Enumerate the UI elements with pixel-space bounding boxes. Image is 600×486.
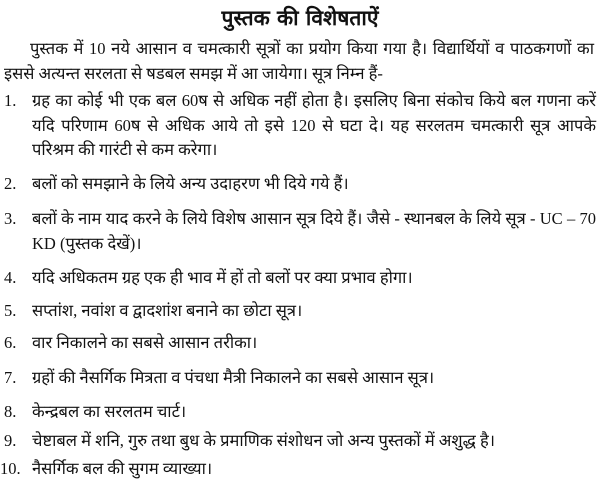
item-number: 9. [4, 431, 17, 450]
item-number: 6. [4, 333, 17, 352]
item-text: सप्तांश, नवांश व द्वादशांश बनाने का छोटा सूत्र। [32, 301, 303, 320]
item-text: चेष्टाबल में शनि, गुरु तथा बुध के प्रमाणिक संशोधन जो अन्य पुस्तकों में अशुद्ध है। [32, 431, 495, 450]
item-number: 4. [4, 268, 17, 287]
item-number: 8. [4, 402, 17, 421]
list-item [0, 400, 596, 425]
item-number: 2. [4, 174, 17, 193]
list-item [0, 366, 596, 391]
item-text: वार निकालने का सबसे आसान तरीका। [32, 333, 258, 352]
list-item [0, 457, 596, 482]
item-text: ग्रहों की नैसर्गिक मित्रता व पंचधा मैत्री निकालने का सबसे आसान सूत्र। [32, 368, 435, 387]
list-item [0, 89, 596, 163]
item-text: बलों को समझाने के लिये अन्य उदाहरण भी दिये गये हैं। [32, 174, 349, 193]
list-item [0, 429, 596, 454]
intro-paragraph: पुस्तक में 10 नये आसान व चमत्कारी सूत्रों का प्रयोग किया गया है। विद्यार्थियों व पाठकगणों का इससे अत्यन्त सरलता से षडबल समझ में आ जायेगा। सूत्र निम्न हैं- [4, 39, 594, 83]
list-item [0, 172, 596, 197]
list-item [0, 207, 596, 256]
list-item [0, 299, 596, 324]
item-text: बलों के नाम याद करने के लिये विशेष आसान सूत्र दिये हैं। जैसे - स्थानबल के लिये सूत्र - UC – 70 KD (पुस्तक देखें)। [32, 209, 596, 253]
item-number: 3. [4, 209, 17, 228]
item-text: नैसर्गिक बल की सुगम व्याख्या। [32, 459, 213, 478]
list-item [0, 331, 596, 356]
item-text: यदि अधिकतम ग्रह एक ही भाव में हों तो बलों पर क्या प्रभाव होगा। [32, 268, 413, 287]
item-number: 7. [4, 368, 17, 387]
item-text: ग्रह का कोई भी एक बल 60ष से अधिक नहीं होता है। इसलिए बिना संकोच किये बल गणना करें यदि परिणाम 60ष से अधिक आये तो इसे 120 से घटा दे। यह सरलतम चमत्कारी सूत्र आपके परिश्रम की गारंटी से कम करेगा। [32, 91, 596, 159]
list-item [0, 266, 596, 291]
item-text: केन्द्रबल का सरलतम चार्ट। [32, 402, 187, 421]
item-number: 5. [4, 301, 17, 320]
page-title: पुस्तक की विशेषताऐं [221, 6, 379, 30]
item-number: 1. [4, 91, 17, 110]
item-number: 10. [0, 459, 21, 478]
